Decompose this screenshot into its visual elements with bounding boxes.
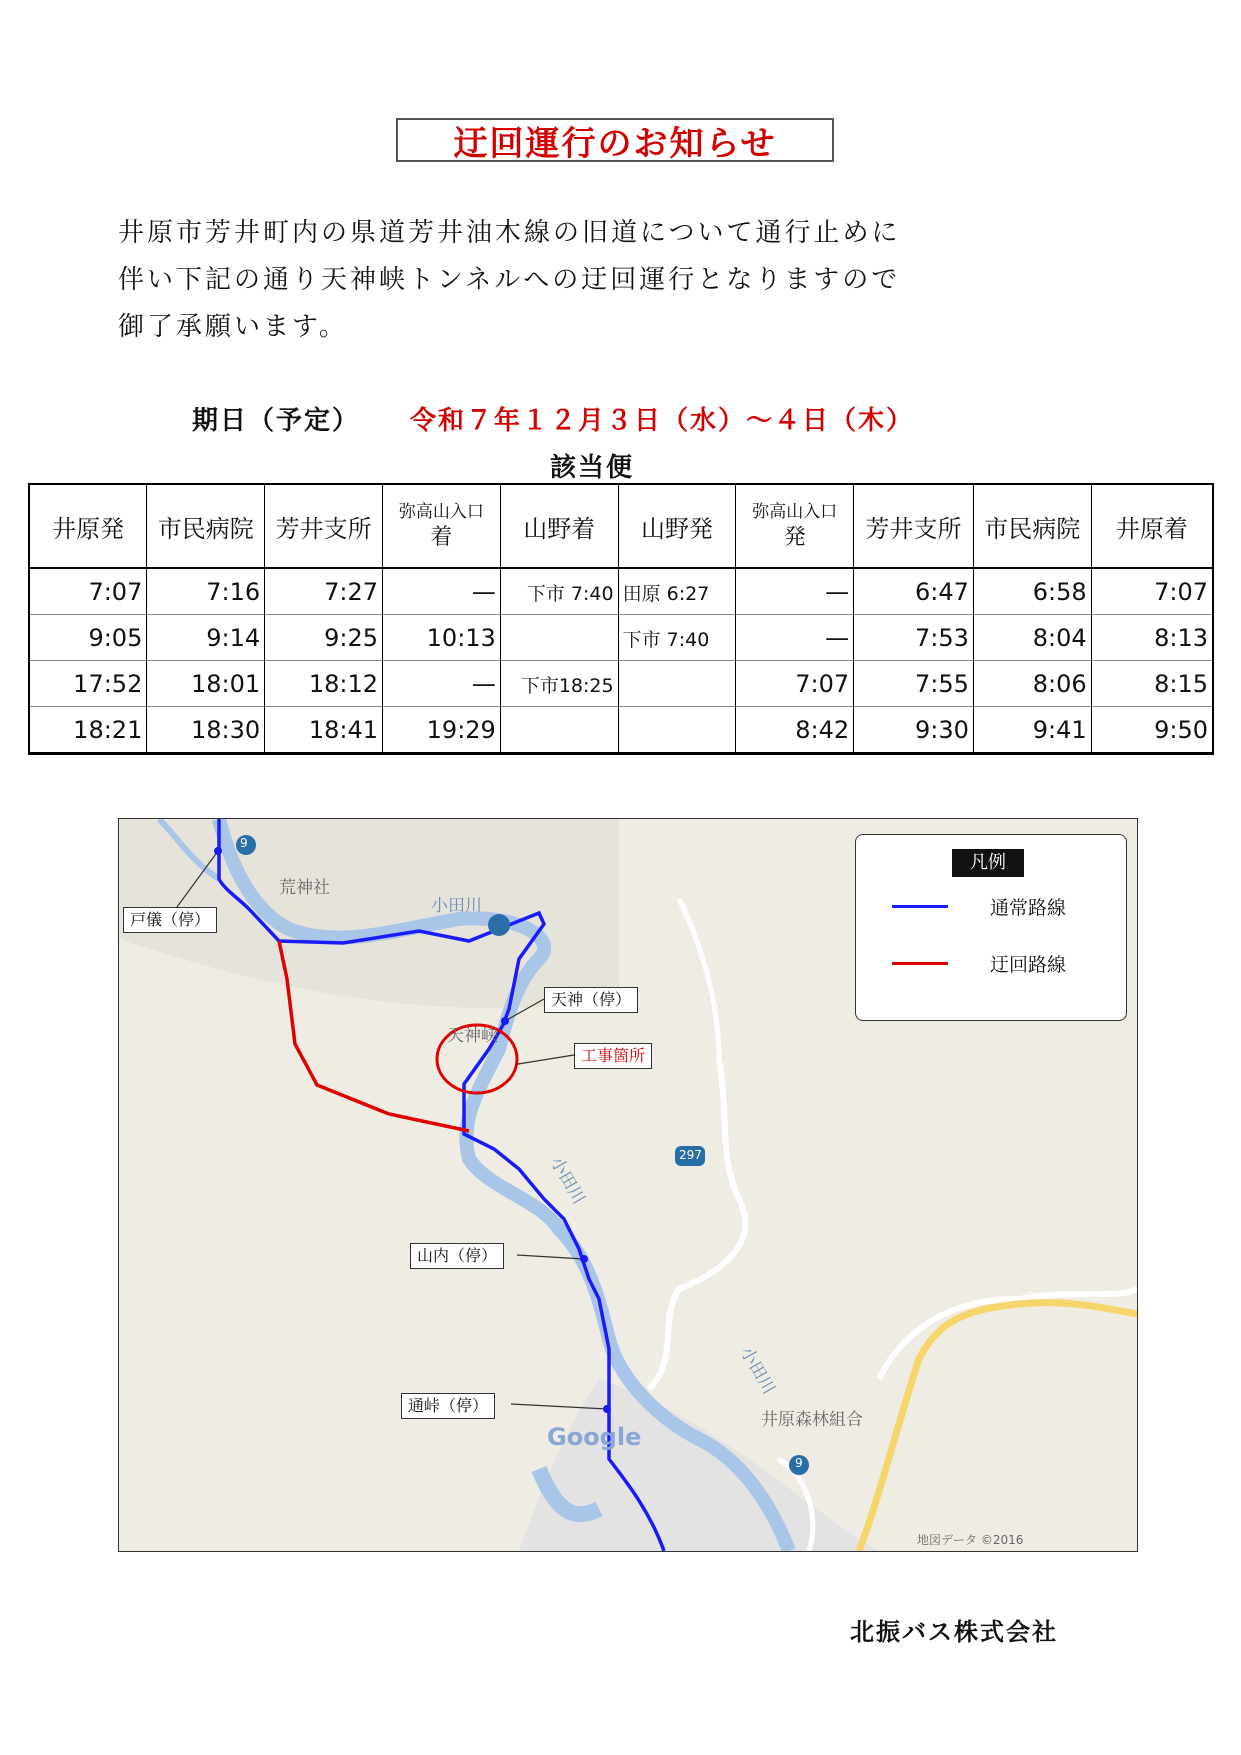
cell-text: 下市 7:40 [526,582,614,605]
table-cell [618,707,736,754]
header-yoshii-branch: 芳井支所 [265,484,383,568]
map-legend [855,834,1127,1021]
stop-dot-tsuutoge [603,1405,611,1413]
table-cell: 9:50 [1091,707,1213,754]
google-logo: Google [547,1423,642,1451]
intro-line: 御了承願います。 [118,312,348,342]
header-small: 弥高山入口 [752,502,838,522]
date-value: 令和７年１２月３日（水）～４日（木） [410,406,915,436]
table-cell: 9:41 [973,707,1091,754]
table-cell: 9:25 [265,615,383,661]
route-9-label: 9 [240,836,248,850]
header-yoshii-branch-return: 芳井支所 [854,484,974,568]
leader-line [518,1055,574,1064]
route-9b-label: 9 [795,1456,803,1470]
intro-paragraph [118,210,1138,351]
table-cell: — [383,568,501,615]
table-cell: 18:12 [265,661,383,707]
table-cell: — [383,661,501,707]
header-small: 弥高山入口 [398,502,484,522]
header-sub: 着 [430,525,453,550]
company-name: 北振バス株式会社 [850,1618,1058,1646]
table-cell: 7:27 [265,568,383,615]
table-cell: 6:58 [973,568,1091,615]
table-cell [500,615,618,661]
header-hospital: 市民病院 [147,484,265,568]
stop-label-tenjin: 天神（停） [544,987,638,1013]
table-row [29,568,1213,615]
table-cell: 18:41 [265,707,383,754]
header-yamano-dep: 山野発 [618,484,736,568]
timetable [28,483,1214,755]
table-cell: 10:13 [383,615,501,661]
construction-label: 工事箇所 [574,1043,652,1069]
date-line [192,400,914,437]
header-yakozan-arr [383,484,501,568]
legend-detour-label: 迂回路線 [990,954,1067,976]
table-cell: 7:53 [854,615,974,661]
legend-normal-swatch [892,905,948,908]
table-cell: 9:30 [854,707,974,754]
table-cell: 7:07 [736,661,854,707]
road-side [679,899,719,1059]
table-cell: 6:47 [854,568,974,615]
stop-label-togi: 戸儀（停） [123,907,217,933]
river-label: 小田川 [545,1153,589,1208]
road-297 [649,1059,745,1389]
table-cell: 7:16 [147,568,265,615]
header-sub: 発 [783,525,806,550]
notice-title: 迂回運行のお知らせ [453,123,777,164]
table-cell: 8:04 [973,615,1091,661]
detour-map [118,818,1138,1552]
table-cell: 18:01 [147,661,265,707]
table-cell: 9:05 [29,615,147,661]
table-cell: — [736,568,854,615]
table-cell [500,707,618,754]
table-cell: 7:07 [29,568,147,615]
table-cell [618,661,736,707]
table-cell: 8:13 [1091,615,1213,661]
table-cell: 7:07 [1091,568,1213,615]
legend-normal-label: 通常路線 [990,897,1067,919]
forest-union-label: 井原森林組合 [761,1410,863,1430]
table-cell: 8:42 [736,707,854,754]
table-cell [618,615,736,661]
table-cell: 8:15 [1091,661,1213,707]
legend-title: 凡例 [952,849,1024,877]
header-yamano-arr: 山野着 [500,484,618,568]
river-label: 小田川 [735,1343,779,1398]
trips-caption: 該当便 [550,453,635,483]
table-cell: 19:29 [383,707,501,754]
shrine-label: 荒神社 [279,878,330,898]
header-ibara-dep: 井原発 [29,484,147,568]
cell-text: 下市18:25 [520,674,614,697]
highway-yellow [859,1303,1137,1551]
map-copyright: 地図データ ©2016 [917,1533,1024,1547]
table-cell: 8:06 [973,661,1091,707]
intro-line: 伴い下記の通り天神峡トンネルへの迂回運行となりますので [118,265,901,295]
cell-text: 田原 6:27 [622,582,710,605]
stop-label-yamanouchi: 山内（停） [410,1243,504,1269]
header-yakozan-dep [736,484,854,568]
table-row [29,707,1213,754]
table-row [29,661,1213,707]
stop-dot-yamanouchi [580,1255,588,1263]
stop-label-tsuutoge: 通峠（停） [401,1393,495,1419]
table-cell: 7:55 [854,661,974,707]
route-297-label: 297 [679,1148,702,1162]
table-cell: 18:21 [29,707,147,754]
river-label: 小田川 [431,896,482,916]
table-cell: 18:30 [147,707,265,754]
stop-dot-tenjin [501,1017,509,1025]
header-hospital-return: 市民病院 [973,484,1091,568]
date-label: 期日（予定） [192,406,361,436]
table-cell [500,661,618,707]
route-shield [488,914,510,936]
table-cell: — [736,615,854,661]
table-cell [500,568,618,615]
legend-detour-swatch [892,962,948,965]
cell-text: 下市 7:40 [622,628,710,651]
table-cell [618,568,736,615]
table-cell: 17:52 [29,661,147,707]
header-ibara-arr: 井原着 [1091,484,1213,568]
table-row [29,615,1213,661]
table-cell: 9:14 [147,615,265,661]
stop-dot-togi [214,847,222,855]
timetable-header-row [29,484,1213,568]
intro-line: 井原市芳井町内の県道芳井油木線の旧道について通行止めに [118,218,901,248]
notice-title-box [396,118,834,162]
gorge-label: 天神峡 [447,1026,498,1046]
